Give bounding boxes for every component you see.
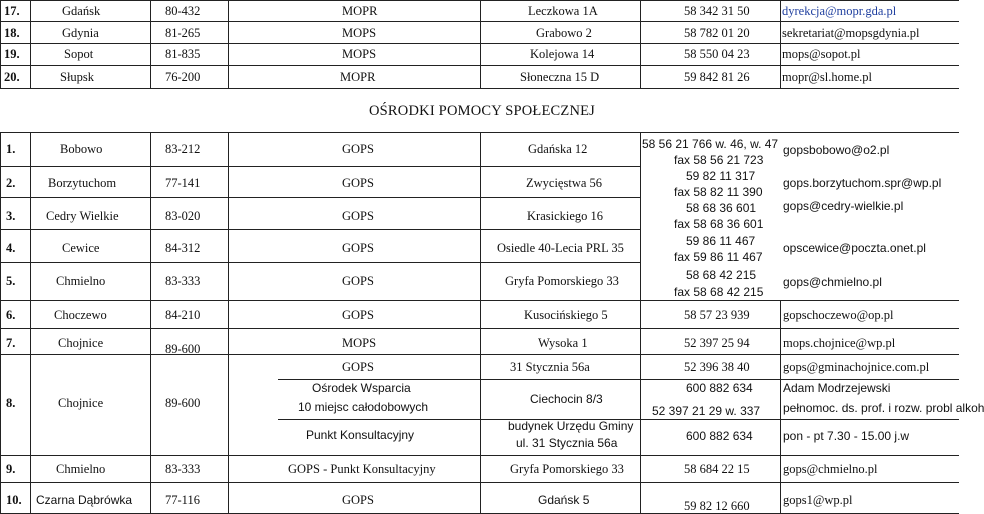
rule	[640, 0, 641, 88]
rule	[0, 197, 640, 198]
street-cell: ul. 31 Stycznia 56a	[516, 436, 618, 450]
fax-cell: fax 58 68 42 215	[674, 285, 764, 299]
row-number: 10.	[6, 493, 22, 507]
zip-cell: 84-210	[165, 308, 201, 322]
zip-cell: 83-212	[165, 142, 201, 156]
phone-cell: 58 68 42 215	[686, 268, 757, 282]
zip-cell: 77-116	[165, 493, 200, 507]
email-cell: mops@sopot.pl	[782, 47, 861, 61]
rule	[30, 0, 31, 88]
city-cell: Sopot	[64, 47, 94, 61]
type-cell: GOPS	[342, 241, 374, 255]
city-cell: Borzytuchom	[48, 176, 117, 190]
row-number: 19.	[4, 47, 20, 61]
rule	[150, 0, 151, 88]
type-cell: Ośrodek Wsparcia	[312, 381, 411, 395]
email-cell: gopsbobowo@o2.pl	[783, 143, 890, 157]
contact-role: pełnomoc. ds. prof. i rozw. probl alkoh	[783, 401, 984, 415]
email-cell: sekretariat@mopsgdynia.pl	[782, 26, 920, 40]
email-cell: gops1@wp.pl	[783, 493, 853, 507]
row-number: 7.	[6, 336, 16, 350]
street-cell: Zwycięstwa 56	[526, 176, 603, 190]
street-cell: Leczkowa 1A	[528, 4, 598, 18]
zip-cell: 76-200	[165, 70, 201, 84]
zip-cell: 81-265	[165, 26, 201, 40]
zip-cell: 83-333	[165, 462, 201, 476]
row-number: 4.	[6, 241, 16, 255]
row-number: 3.	[6, 209, 16, 223]
fax-cell: fax 58 68 36 601	[674, 217, 764, 231]
type-cell: GOPS	[342, 493, 374, 507]
row-number: 9.	[6, 462, 16, 476]
street-cell: budynek Urzędu Gminy	[508, 419, 634, 433]
email-cell: gops@cedry-wielkie.pl	[783, 199, 904, 213]
phone-cell: 52 396 38 40	[684, 360, 750, 374]
row-number: 1.	[6, 142, 16, 156]
type-cell: GOPS - Punkt Konsultacyjny	[288, 462, 436, 476]
city-cell: Gdynia	[62, 26, 99, 40]
street-cell: Gryfa Pomorskiego 33	[505, 274, 619, 288]
phone-cell: 58 57 23 939	[684, 308, 750, 322]
phone-cell: 52 397 25 94	[684, 336, 750, 350]
street-cell: Ciechocin 8/3	[530, 392, 603, 406]
zip-cell: 80-432	[165, 4, 201, 18]
phone-cell: 600 882 634	[686, 429, 753, 443]
street-cell: Krasickiego 16	[527, 209, 604, 223]
city-cell: Słupsk	[60, 70, 95, 84]
zip-cell: 89-600	[165, 396, 201, 410]
zip-cell: 83-020	[165, 209, 201, 223]
phone-cell: 58 56 21 766 w. 46, w. 47	[642, 137, 779, 151]
street-cell: 31 Stycznia 56a	[510, 360, 590, 374]
zip-cell: 81-835	[165, 47, 201, 61]
row-number: 5.	[6, 274, 16, 288]
email-cell: gops.borzytuchom.spr@wp.pl	[783, 176, 942, 190]
city-cell: Bobowo	[60, 142, 103, 156]
zip-cell: 83-333	[165, 274, 201, 288]
phone-cell: 58 550 04 23	[684, 47, 750, 61]
phone-cell: 58 782 01 20	[684, 26, 750, 40]
rule	[0, 166, 640, 167]
email-cell: mops.chojnice@wp.pl	[783, 336, 896, 350]
row-number: 20.	[4, 70, 20, 84]
street-cell: Słoneczna 15 D	[520, 70, 600, 84]
type-cell: Punkt Konsultacyjny	[306, 428, 415, 442]
phone-cell: 58 684 22 15	[684, 462, 750, 476]
city-cell: Chmielno	[56, 462, 106, 476]
street-cell: Kusocińskiego 5	[524, 308, 608, 322]
rule	[0, 0, 1, 88]
phone-cell: 58 342 31 50	[684, 4, 750, 18]
zip-cell: 84-312	[165, 241, 201, 255]
street-cell: Osiedle 40-Lecia PRL 35	[497, 241, 624, 255]
rule	[228, 132, 229, 514]
email-cell: gopschoczewo@op.pl	[783, 308, 894, 322]
email-cell: gops@chmielno.pl	[783, 462, 878, 476]
email-cell: mopr@sl.home.pl	[782, 70, 872, 84]
street-cell: Wysoka 1	[538, 336, 588, 350]
fax-cell: fax 58 82 11 390	[674, 185, 763, 199]
zip-cell: 89-600	[165, 342, 201, 356]
city-cell: Gdańsk	[62, 4, 101, 18]
section-title: OŚRODKI POMOCY SPOŁECZNEJ	[369, 103, 596, 119]
phone-cell: 59 842 81 26	[684, 70, 750, 84]
rule	[780, 300, 781, 514]
email-cell: opscewice@poczta.onet.pl	[783, 241, 926, 255]
rule	[480, 0, 481, 88]
street-cell: Gryfa Pomorskiego 33	[510, 462, 624, 476]
row-number: 2.	[6, 176, 16, 190]
contact-name: Adam Modrzejewski	[783, 381, 891, 395]
rule	[278, 379, 959, 380]
row-number: 8.	[6, 396, 16, 410]
city-cell: Chmielno	[56, 274, 106, 288]
type-cell: GOPS	[342, 308, 374, 322]
row-number: 18.	[4, 26, 20, 40]
phone-cell: 600 882 634	[686, 381, 753, 395]
type-cell: GOPS	[342, 142, 374, 156]
phone-cell: 59 82 12 660	[684, 499, 750, 513]
city-cell: Cedry Wielkie	[46, 209, 119, 223]
city-cell: Chojnice	[58, 336, 104, 350]
type-cell: GOPS	[342, 176, 374, 190]
fax-cell: fax 58 56 21 723	[674, 153, 764, 167]
rule	[0, 229, 640, 230]
email-cell: gops@gminachojnice.com.pl	[783, 360, 930, 374]
type-cell: MOPS	[342, 26, 377, 40]
city-cell: Choczewo	[54, 308, 107, 322]
phone-cell-ext: 52 397 21 29 w. 337	[652, 404, 761, 418]
phone-cell: 58 68 36 601	[686, 201, 757, 215]
city-cell: Cewice	[62, 241, 100, 255]
street-cell: Grabowo 2	[536, 26, 592, 40]
rule	[640, 132, 641, 514]
rule	[30, 132, 31, 514]
hours-cell: pon - pt 7.30 - 15.00 j.w	[783, 429, 910, 443]
zip-cell: 77-141	[165, 176, 201, 190]
rule	[0, 88, 959, 89]
email-link[interactable]: dyrekcja@mopr.gda.pl	[782, 4, 897, 18]
phone-cell: 59 86 11 467	[686, 234, 756, 248]
rule	[480, 132, 481, 514]
type-cell: MOPR	[342, 4, 378, 18]
type-cell: MOPR	[340, 70, 376, 84]
phone-cell: 59 82 11 317	[686, 169, 756, 183]
city-cell: Chojnice	[58, 396, 104, 410]
type-cell: GOPS	[342, 274, 374, 288]
type-cell: GOPS	[342, 360, 374, 374]
rule	[780, 0, 781, 88]
street-cell: Gdańsk 5	[538, 493, 590, 507]
row-number: 6.	[6, 308, 16, 322]
city-cell: Czarna Dąbrówka	[36, 493, 133, 507]
street-cell: Kolejowa 14	[530, 47, 595, 61]
type-cell: MOPS	[342, 47, 377, 61]
rule	[0, 132, 1, 514]
type-cell: MOPS	[342, 336, 377, 350]
type-cell-note: 10 miejsc całodobowych	[298, 400, 429, 414]
email-cell: gops@chmielno.pl	[783, 275, 882, 289]
rule	[0, 262, 640, 263]
street-cell: Gdańska 12	[528, 142, 588, 156]
type-cell: GOPS	[342, 209, 374, 223]
rule	[228, 0, 229, 88]
fax-cell: fax 59 86 11 467	[674, 250, 763, 264]
row-number: 17.	[4, 4, 20, 18]
rule	[150, 132, 151, 514]
